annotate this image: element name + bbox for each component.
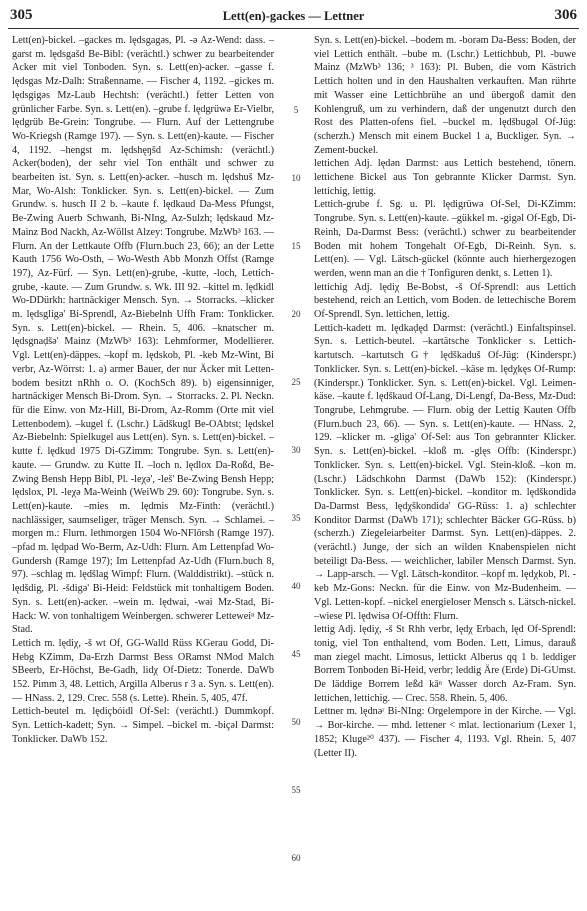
line-number-gutter [283, 34, 309, 884]
line-number: 40 [291, 581, 301, 591]
line-number: 35 [291, 513, 301, 523]
header-title: Lett(en)-gackes — Lettner [222, 9, 365, 23]
entry-paragraph: lettig Adj. lędiχ, -š St Rhh verbr, lędχ Erbach, lęd Of-Sprendl: tonig, viel Ton enthaltend, vom Boden. Lett, Limus, darauß man ziegel macht. Limosus, lettickt Alberus qq 1 b. leddiger Borrem Tonboden Bi-Heid, verbr; leddig Äre (Erde) Di-GUmst. De läddige Borrem leßd kāⁿ Wasser dorch Az-Fram. Syn. lettichen, lettichig. — Crec. 558. Rhein. 5, 406. [314, 624, 576, 704]
line-number: 20 [291, 309, 301, 319]
entry-paragraph: Lettich m. lędiχ, -š wt Of, GG-Walld Rüss KGerau Godd, Di-Hebg KZimm, Da-Erzh Darmst Bess ORamst NMod Malch SBeerb, Er-Höchst, Be-Gadh, lidχ Of-Dietz: Tonerde. DaWb 152. Pimm 3, 48. Lettich, Argilla Alberus r 3 a. Syn. s. Lett(en). — HNass. 2, 129. Crec. 558 (s. Lette). Rhein. 5, 405, 47f. [12, 637, 274, 704]
line-number: 15 [291, 241, 301, 251]
line-number: 30 [291, 445, 301, 455]
entry-paragraph: Lettich-grube f. Sg. u. Pl. lędigrüwə Of-Sel, Di-KZimm: Tongrube. Syn. s. Lett(en)-kaute. –gükkel m. -gigəl Of-Egb, Di-Reinh, Da-Darmst Bess: (verächtl.) schwer zu bearbeitender Boden mit hohem Tongehalt Of-Egb, Di-Reinh. Syn. s. Lett(en). — Vgl. Lätsch-gückel (könnte auch hierhergezogen werden, wenn man an die † Tonfiguren denkt, s. Letten 1). [314, 199, 576, 279]
running-header [10, 7, 577, 27]
line-number: 25 [291, 377, 301, 387]
entry-paragraph: Lett(en)-bickel. –gackes m. lędsgagəs, Pl. -ə Az-Wend: dass. –garst m. lędsgašd Be-Bibl: (verächtl.) schwer zu bearbeitender Acker mit viel Tonboden. Syn. s. Lett(en)-acker. –gasse f. lędsgas Mz-Dalh: Straßenname. — Fischer 4, 1192. –gickes m. lędsgigəs Mz-Laub Hechtsh: (verächtl.) fetter Letten von grünlicher Farbe. Syn. s. Lett(en). –grube f. lędgrüwə Er-Vielbr, lędgrüb Be-Grein: Tongrube. — Flurn. Auf der Lettengrube Wo-Kriegsh (Ramge 197). — Syn. s. Lett(en)-kaute. — Fischer 4, 1192. –hengst m. lędshęŋšd Az-Schimsh: (verächtl.) Acker(boden), der sehr viel Ton enthält und schwer zu bearbeiten ist. Syn. s. Lett(en)-acker. –husch m. lędshuš Mz-Mar, Wo-Alsh: Tonklicker. Syn. s. Lett(en)-bickel. — Zum Grundw. s. husch II 2 b. –kaute f. lędkaud Da-Mess Pfungst, Be-Zwing Auerb Schwanh, Bi-NIng, Az-Sulzh; lędskaud Mz-Mainz Bod Nackh, Az-Wöllst Alzey: Tongrube. MzWb³ 163. — Flurn. An der Lettkaute Offb (Flurn.buch 23, 66); an der Lette Kauth 1756 Wo-Osth, – Wo-Westh Abb Monzh Offst (Ramge 197), Az-Fürf. — Syn. Lett(en)-grube, -kutte, -loch, Lettich-grube, -kaute. — Zum Grundw. s. Wk. III 92. –kittel m. lędkidl Wo-DDürkh: hartnäckiger Mensch. Syn. → Storracks. –klicker m. lędsgligə' Bi-Sprendl, Az-Biebelnh Uffh Fram: Tonklicker. Syn. s. Lett(en)-bickel. — Rhein. 5, 406. –knatscher m. lędsgnaḍšə' Mainz (MzWb³ 163): Lehmformer, Modellierer. Vgl. Lett(en)-däppes. –kopf m. lędskob, Pl. -keb Mz-Wint, Bi verbr, Az-Wörrst: 1. a) armer Bauer, der nur Äcker mit Letten-bodem besitzt nRhh o. O. (KochSch 89). b) eigensinniger, hartnäckiger Mensch Bi-Drom. Syn. → Storracks. 2. Pl. Neckn. für die Einw. von Mz-Hill, Bi-Drom, Az-Romm (Orte mit viel Lettenbodem). –kugel f. (Lschr.) Lädškugl Be-OAbtst; lędskel Az-Biebelnh: Spielkugel aus Lett(en). Syn. s. Lett(en)-bickel. –kutte f. lędkud 1975 Di-GZimm: Tongrube. Syn. s. Lett(en)-kaute. — Grundw. zu Kutte II. –loch n. lędlox Da-Roßd, Be-Zwing Bensh Hepp Bibl, Pl. -leχə', -leš' Be-Zwing Bensh Hepp; lędslox, Pl. -leχə Ma-Weinh (WeiWb 29. 60): Tongrube. Syn. s. Lett(en)-kaute. –mies m. lędmis Mz-Finth: (verächtl.) nachlässiger, saumseliger, träger Mensch. Syn. → Schlamei. –morgen m.: Flurn. lethmorgen 1504 Wo-NFlörsh (Ramge 197). –pfad m. lędpad Wo-Berm, Az-Udh: Flurn. Am Lettenpfad Wo-Gundersh (Ramge 197); Im Lettenpfad Az-Udh (Flurn.buch 8, 97). –schlag m. lędšlag Wimpf: Flurn. (Walddistrikt). –stück n. lędšdig, Pl. -šdigə' Bi-Heid: Feldstück mit tonhaltigem Boden. Syn. s. Lett(en)-acker. –wein m. lędwai, -wəi Mz-Stad, Bi-Hack: W. von tonhaltigem Weinbergen. schwerer Letteweiⁿ Mz-Stad. [12, 35, 274, 636]
header-rule [8, 28, 579, 29]
entry-paragraph: Lettich-beutel m. lędiçbóidl Of-Sel: (verächtl.) Dummkopf. Syn. Lettich-kadett; Syn. → Simpel. –bickel m. -biçəl Darmst: Tonklicker. DaWb 152. [12, 706, 274, 745]
right-page-number: 306 [554, 7, 577, 23]
entry-paragraph: lettichig Adj. lędiχ Be-Bobst, -š Of-Sprendl: aus Lettich bestehend, reich an Lettich, vom Boden. de lettechische Borem Of-Sprendl. Syn. lettichen, lettig. [314, 281, 576, 321]
line-number: 50 [291, 717, 301, 727]
right-column [314, 34, 576, 760]
entry-paragraph: lettichen Adj. lędən Darmst: aus Lettich bestehend, tönern. lettichene Bickel aus Ton gebrannte Klicker Darmst. Syn. lettichig, lettig. [314, 158, 576, 197]
line-number: 55 [291, 785, 301, 795]
left-page-number: 305 [10, 7, 33, 23]
line-number: 45 [291, 649, 301, 659]
line-number: 5 [293, 105, 299, 115]
left-column [12, 34, 274, 747]
line-number: 10 [291, 173, 301, 183]
entry-paragraph: Syn. s. Lett(en)-bickel. –bodem m. -borəm Da-Bess: Boden, der viel Lettich enthält. –bube m. (Lschr.) Lettichbub, Pl. -buwe Mainz (MzWb³ 136; ³ 163): Pl. Buben, die vom Kästrich Lettich holten und in den Haushalten verkauften. Man rührte mit Wasser eine Lettichbrühe an und übergoß damit den Kohlengruß, um zu verhindern, daß der ungenutzt durch den Rost des Platten-ofens fiel. –buckel m. lędšbugəl Of-Jüg: (scherzh.) Mensch mit einem Buckel 1 a, Buckliger. Syn. → Zement-buckel. [314, 35, 576, 156]
entry-paragraph: Lettner m. lędnəʳ Bi-NIng: Orgelempore in der Kirche. — Vgl. → Bor-kirche. — mhd. lettener < mlat. lectionarium (Lexer 1, 1852; Kluge²⁰ 437). — Fischer 4, 1193. Vgl. Rhein. 5, 407 (Letter II). [314, 706, 576, 759]
line-number: 60 [291, 853, 301, 863]
entry-paragraph: Lettich-kadett m. lędkaḍęd Darmst: (verächtl.) Einfaltspinsel. Syn. s. Lettich-beutel. –kartätsche Tonklicker s. Lettich-kartutsch. –kartutsch G† lędškaduš Of-Jüg: (Kinderspr.) Tonklicker. Syn. s. Lett(en)-bickel. –käse m. lędχkęs Of-Rump: (Kinderspr.) Tonklicker. Syn. s. Lett(en)-bickel. Vgl. Leimen-käse. –kaute f. lędškaud Of-Lang, Di-Lengf, Da-Bess, Mz-Dud: Tongrube, Lehmgrube. — Flurn. obig der Lettig Kauten Offb (Flurn.buch 23, 66). — Syn. s. Lett(en)-kaute. — HNass. 2, 129. –klicker m. -gligə' Of-Sel: aus Ton gebrannter Klicker. Syn. s. Lett(en)-bickel. –kloß m. -glęs Offb: (Kinderspr.) Tonklicker. Syn. s. Lett(en)-bickel. Vgl. Stein-kloß. –kon m. (Lschr.) Lädschkohn Darmst (DaWb 152): (Kinderspr.) Tonklicker. Syn. s. Lett(en)-bickel. –konditor m. lędškondidə Da-Darmst Bess, lędχškondidə' GG-Rüss: 1. a) schlechter Konditor Darmst (DaWb 171); schlechter Bäcker GG-Rüss. b) (scherzh.) Ziegeleiarbeiter Darmst. Syn. Lett(en)-däppes. 2. (verächtl.) Junge, der sich an wilden Knabenspielen nicht beteiligt Da-Bess. — weichlicher, labiler Mensch Darmst. Syn. → Lapp-arsch. — Vgl. Lätsch-konditor. –kopf m. lędχkob, Pl. -keb Mz-Gons: Neckn. für die Einw. von Mz-Budenheim. — Vgl. Letten-kopf. –nickel energieloser Mensch s. Lätsch-nickel. –wiese Pl. lędwisə Of-Offth: Flurn. [314, 322, 576, 622]
